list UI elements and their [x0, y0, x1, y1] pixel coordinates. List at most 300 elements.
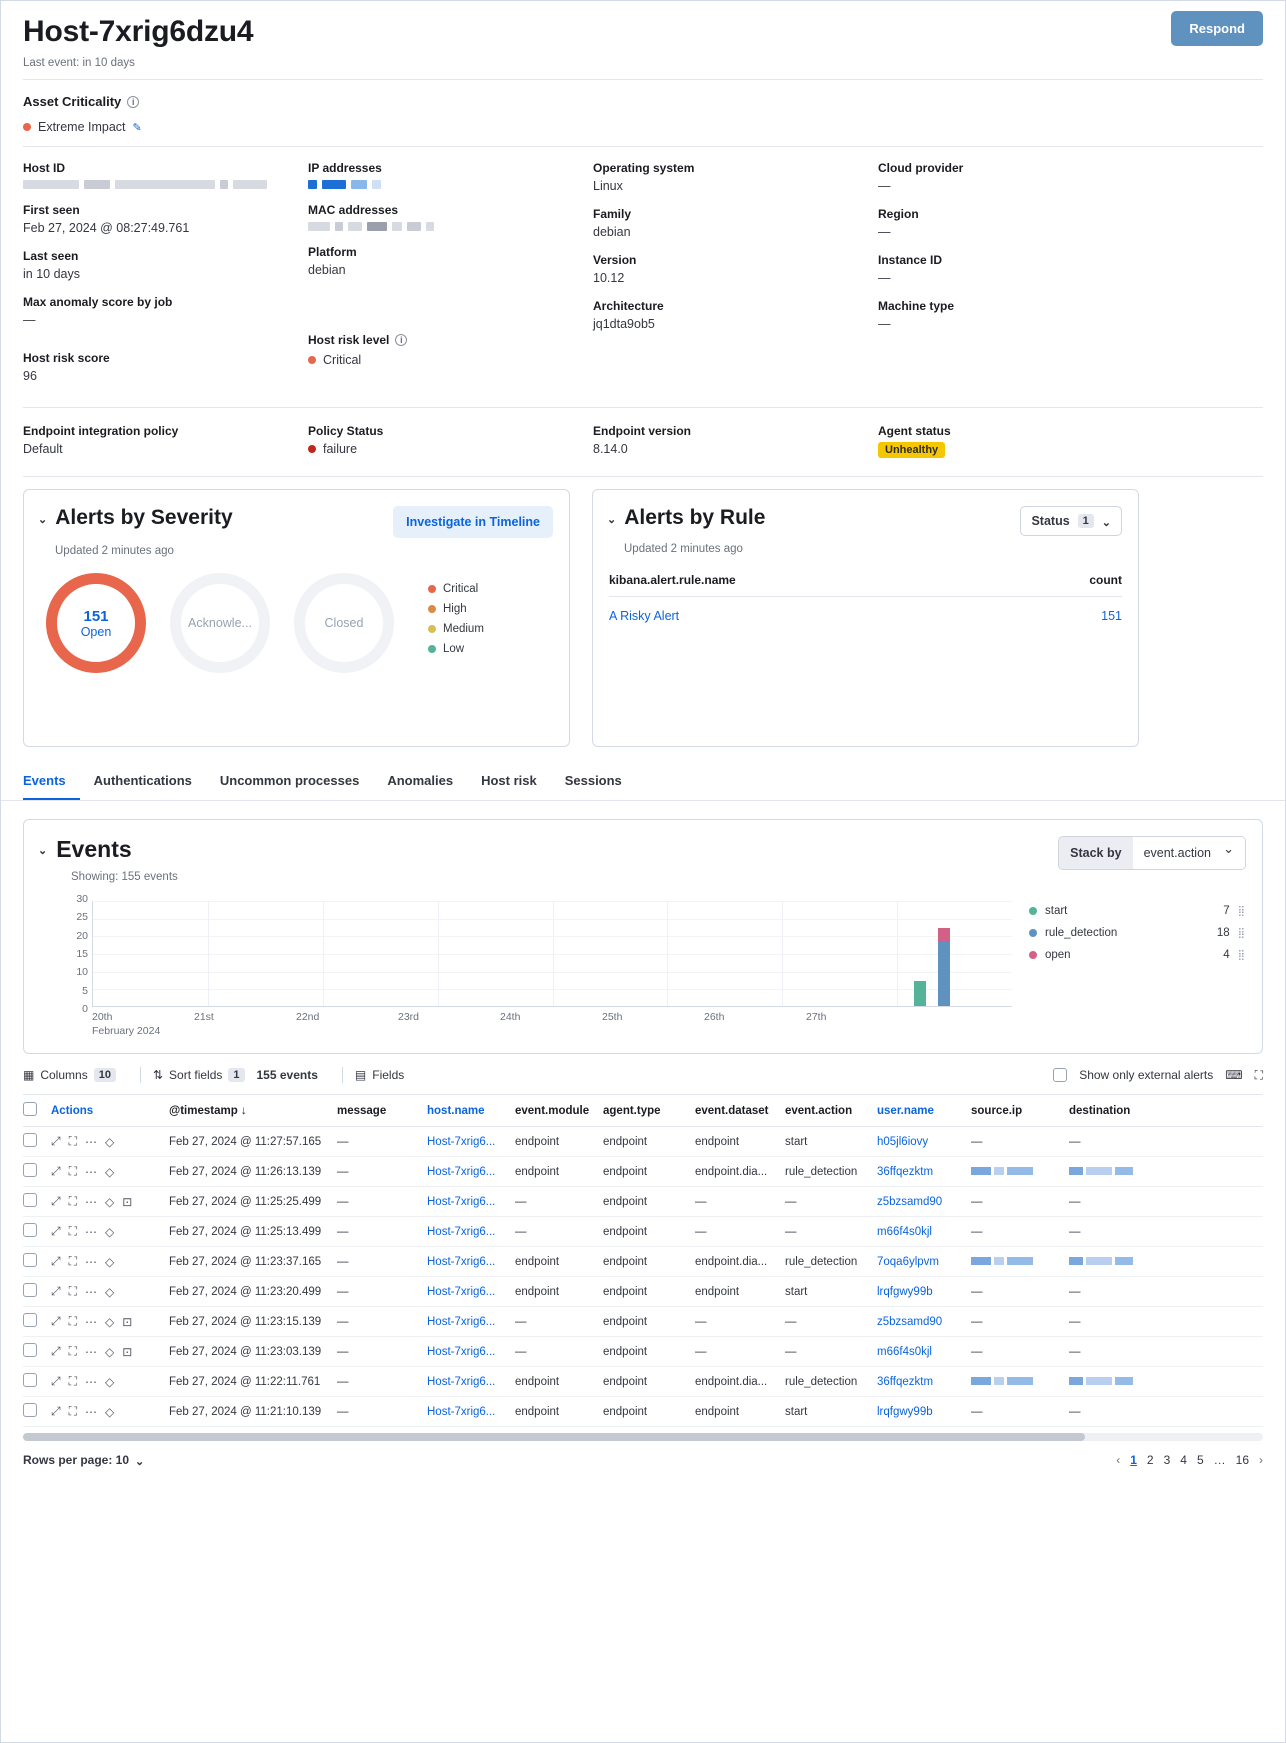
cell-message: —	[337, 1165, 349, 1178]
column-header-count: count	[1089, 573, 1122, 587]
table-row[interactable]	[609, 597, 1122, 623]
row-checkbox-cell	[23, 1343, 51, 1360]
row-checkbox[interactable]	[23, 1283, 37, 1297]
cell-host-name[interactable]: Host-7xrig6...	[427, 1225, 496, 1238]
tab-anomalies[interactable]: Anomalies	[387, 773, 454, 788]
table-row[interactable]	[23, 1367, 1263, 1397]
table-row[interactable]	[23, 1277, 1263, 1307]
column-header-agent-type[interactable]: agent.type	[603, 1104, 661, 1117]
field-value-row	[308, 442, 593, 456]
cell-source-ip	[971, 1166, 1069, 1178]
field-label: First seen	[23, 203, 80, 217]
donut-open-value: 151	[83, 607, 109, 625]
status-filter-label: Status	[1031, 514, 1070, 528]
more-actions-icon[interactable]: ⋯	[85, 1374, 98, 1389]
table-row[interactable]	[23, 1217, 1263, 1247]
legend-item-rule-detection[interactable]: rule_detection 18 ⣿	[1029, 927, 1244, 939]
cell-destination: —	[1069, 1195, 1081, 1208]
field-first-seen	[23, 203, 308, 235]
cell-message: —	[337, 1405, 349, 1418]
fields-column-1	[23, 161, 308, 397]
cell-host-name[interactable]: Host-7xrig6...	[427, 1165, 496, 1178]
cell-timestamp: Feb 27, 2024 @ 11:23:03.139	[169, 1345, 322, 1358]
status-dot-icon	[308, 445, 316, 453]
bar-start	[914, 981, 926, 1006]
more-actions-icon[interactable]: ⋯	[85, 1134, 98, 1149]
y-axis: 30 25 20 15 10 5 0	[76, 893, 88, 1015]
row-checkbox[interactable]	[23, 1133, 37, 1147]
page-header	[1, 1, 1285, 79]
cell-host-name[interactable]: Host-7xrig6...	[427, 1345, 496, 1358]
cell-message: —	[337, 1315, 349, 1328]
cell-user-name[interactable]: m66f4s0kjl	[877, 1345, 932, 1358]
cell-destination: —	[1069, 1345, 1081, 1358]
cell-event-dataset: —	[695, 1225, 707, 1238]
table-body	[23, 1127, 1263, 1427]
session-viewer-icon[interactable]: ◇	[105, 1404, 115, 1419]
column-header-event-module[interactable]: event.module	[515, 1104, 590, 1117]
expand-icon[interactable]: ⤢	[51, 1254, 61, 1268]
field-label: IP addresses	[308, 161, 382, 175]
cell-event-dataset: endpoint	[695, 1405, 740, 1418]
field-last-seen	[23, 249, 308, 281]
cell-event-dataset: endpoint	[695, 1135, 740, 1148]
field-value: —	[23, 313, 36, 327]
legend-dot-icon	[1029, 951, 1037, 959]
tab-bar	[1, 747, 1285, 801]
cell-host-name[interactable]: Host-7xrig6...	[427, 1135, 496, 1148]
field-value: failure	[323, 442, 358, 456]
cell-host-name[interactable]: Host-7xrig6...	[427, 1315, 496, 1328]
cell-event-module: endpoint	[515, 1135, 560, 1148]
status-filter-button[interactable]	[1020, 506, 1122, 536]
cell-message: —	[337, 1255, 349, 1268]
analyze-event-icon[interactable]: ⛶	[68, 1344, 78, 1358]
analyze-event-icon[interactable]: ⛶	[68, 1284, 78, 1298]
cell-destination: —	[1069, 1315, 1081, 1328]
endpoint-fields-grid	[1, 408, 1285, 476]
session-viewer-icon[interactable]: ◇	[105, 1344, 115, 1359]
field-label: Platform	[308, 245, 357, 259]
field-label: Family	[593, 207, 632, 221]
page-title: Host-7xrig6dzu4	[23, 15, 254, 48]
column-header-event-dataset[interactable]: event.dataset	[695, 1104, 769, 1117]
row-checkbox-cell	[23, 1133, 51, 1150]
expand-icon[interactable]: ⤢	[51, 1224, 61, 1238]
field-value: jq1dta9ob5	[593, 317, 655, 331]
row-checkbox-cell	[23, 1403, 51, 1420]
table-toolbar	[1, 1054, 1285, 1094]
analyze-event-icon[interactable]: ⛶	[68, 1194, 78, 1208]
cell-user-name[interactable]: m66f4s0kjl	[877, 1225, 932, 1238]
previous-page-button[interactable]: ‹	[1116, 1453, 1121, 1467]
info-icon[interactable]: i	[127, 96, 139, 108]
x-axis-labels: 20th 21st 22nd 23rd 24th 25th 26th 27th February 2024	[92, 1011, 827, 1037]
events-histogram	[24, 883, 1262, 1037]
severity-dot-icon	[308, 356, 316, 364]
row-checkbox-cell	[23, 1253, 51, 1270]
row-checkbox[interactable]	[23, 1223, 37, 1237]
horizontal-scrollbar[interactable]	[23, 1433, 1263, 1441]
field-region	[878, 207, 1263, 239]
more-actions-icon[interactable]: ⋯	[85, 1404, 98, 1419]
alert-details-icon[interactable]: ⊡	[122, 1344, 133, 1359]
table-row[interactable]	[23, 1397, 1263, 1427]
field-endpoint-version	[593, 424, 878, 458]
more-actions-icon[interactable]: ⋯	[85, 1254, 98, 1269]
field-label: Region	[878, 207, 919, 221]
alerts-by-severity-card	[23, 489, 570, 747]
chevron-down-icon[interactable]: ⌄	[38, 513, 48, 526]
column-header-timestamp[interactable]: @timestamp ↓	[169, 1104, 247, 1117]
row-actions	[51, 1344, 169, 1359]
field-value: 10.12	[593, 271, 625, 285]
scrollbar-thumb[interactable]	[23, 1433, 1085, 1441]
cell-event-action: start	[785, 1135, 808, 1148]
cell-source-ip: —	[971, 1345, 983, 1358]
table-row[interactable]	[23, 1157, 1263, 1187]
field-value: 96	[23, 369, 37, 383]
columns-icon: ▦	[23, 1068, 35, 1082]
cell-user-name[interactable]: z5bzsamd90	[877, 1195, 943, 1208]
cell-source-ip: —	[971, 1135, 983, 1148]
donut-open-label: Open	[80, 624, 112, 639]
column-header-event-action[interactable]: event.action	[785, 1104, 853, 1117]
field-platform	[308, 245, 593, 277]
row-actions	[51, 1224, 169, 1239]
field-max-anomaly-score	[23, 295, 308, 327]
donut-open[interactable]	[46, 573, 146, 673]
expand-icon[interactable]: ⤢	[51, 1344, 61, 1358]
cell-host-name[interactable]: Host-7xrig6...	[427, 1195, 496, 1208]
session-viewer-icon[interactable]: ◇	[105, 1194, 115, 1209]
columns-button[interactable]: ▦ Columns 10	[23, 1064, 128, 1086]
field-label: Operating system	[593, 161, 695, 175]
bar-rule-detection	[938, 942, 950, 1006]
legend-item-medium: Medium	[428, 623, 484, 635]
row-checkbox-cell	[23, 1193, 51, 1210]
alert-details-icon[interactable]: ⊡	[122, 1194, 133, 1209]
donut-closed[interactable]	[294, 573, 394, 673]
bar-open	[938, 928, 950, 942]
cell-timestamp: Feb 27, 2024 @ 11:25:25.499	[169, 1195, 322, 1208]
more-actions-icon[interactable]: ⋯	[85, 1344, 98, 1359]
field-version	[593, 253, 878, 285]
cell-destination: —	[1069, 1225, 1081, 1238]
cell-agent-type: endpoint	[603, 1195, 648, 1208]
cell-source-ip	[971, 1376, 1069, 1388]
events-count-label: 155 events	[256, 1068, 318, 1082]
asset-criticality-section	[1, 80, 1285, 146]
field-label: Max anomaly score by job	[23, 295, 173, 309]
cell-event-module: endpoint	[515, 1375, 560, 1388]
cell-event-module: —	[515, 1345, 527, 1358]
severity-legend	[428, 583, 484, 663]
field-label: MAC addresses	[308, 203, 399, 217]
cell-host-name[interactable]: Host-7xrig6...	[427, 1405, 496, 1418]
field-operating-system	[593, 161, 878, 193]
session-viewer-icon[interactable]: ◇	[105, 1224, 115, 1239]
asset-criticality-heading	[23, 94, 1263, 109]
severity-donuts	[24, 557, 569, 673]
tab-sessions[interactable]: Sessions	[564, 773, 622, 788]
card-title-text: Alerts by Rule	[624, 506, 766, 529]
table-row[interactable]	[23, 1307, 1263, 1337]
row-actions	[51, 1254, 169, 1269]
legend-item-start[interactable]: start 7 ⣿	[1029, 905, 1244, 917]
cell-user-name[interactable]: 7oqa6ylpvm	[877, 1255, 940, 1268]
cell-user-name[interactable]: 36ffqezktm	[877, 1375, 934, 1388]
cell-destination: —	[1069, 1135, 1081, 1148]
row-checkbox[interactable]	[23, 1343, 37, 1357]
row-checkbox[interactable]	[23, 1193, 37, 1207]
keyboard-shortcuts-icon[interactable]: ⌨	[1225, 1068, 1243, 1082]
field-label: Agent status	[878, 424, 951, 438]
cell-event-module: —	[515, 1225, 527, 1238]
expand-icon[interactable]: ⤢	[51, 1194, 61, 1208]
session-viewer-icon[interactable]: ◇	[105, 1134, 115, 1149]
analyze-event-icon[interactable]: ⛶	[68, 1314, 78, 1328]
alerts-by-rule-table	[593, 555, 1138, 623]
cell-event-dataset: endpoint.dia...	[695, 1255, 768, 1268]
field-host-risk-level	[308, 333, 593, 367]
fields-button[interactable]: ▤ Fields	[354, 1068, 405, 1082]
status-filter-count: 1	[1078, 514, 1094, 528]
investigate-in-timeline-button[interactable]: Investigate in Timeline	[393, 506, 553, 538]
cell-user-name[interactable]: h05jl6iovy	[877, 1135, 929, 1148]
external-alerts-label: Show only external alerts	[1079, 1068, 1214, 1082]
pencil-icon[interactable]: ✎	[132, 121, 142, 134]
events-showing-text: Showing: 155 events	[71, 871, 178, 883]
cell-message: —	[337, 1345, 349, 1358]
rows-per-page-button[interactable]: Rows per page: 10 ⌄	[23, 1453, 145, 1468]
rule-name-link[interactable]: A Risky Alert	[609, 609, 680, 623]
column-header-user-name[interactable]: user.name	[877, 1104, 934, 1117]
cell-event-module: endpoint	[515, 1405, 560, 1418]
asset-criticality-value: Extreme Impact	[38, 120, 126, 134]
field-label: Endpoint version	[593, 424, 692, 438]
cell-timestamp: Feb 27, 2024 @ 11:23:20.499	[169, 1285, 322, 1298]
cell-agent-type: endpoint	[603, 1285, 648, 1298]
info-icon[interactable]: i	[395, 334, 407, 346]
row-checkbox[interactable]	[23, 1163, 37, 1177]
card-header	[593, 490, 1138, 536]
card-title-text: Alerts by Severity	[55, 506, 233, 529]
row-checkbox-cell	[23, 1163, 51, 1180]
field-value: —	[878, 317, 891, 331]
cell-destination	[1069, 1376, 1149, 1388]
field-ip-addresses	[308, 161, 593, 189]
fields-column-4	[878, 161, 1263, 397]
chevron-down-icon[interactable]: ⌄	[38, 845, 48, 857]
cell-timestamp: Feb 27, 2024 @ 11:21:10.139	[169, 1405, 322, 1418]
field-value-row	[308, 353, 593, 367]
table-row[interactable]	[23, 1337, 1263, 1367]
cell-message: —	[337, 1135, 349, 1148]
row-checkbox-cell	[23, 1313, 51, 1330]
field-label: Endpoint integration policy	[23, 424, 179, 438]
cell-event-action: —	[785, 1225, 797, 1238]
column-header-source-ip[interactable]: source.ip	[971, 1104, 1023, 1117]
expand-icon[interactable]: ⤢	[51, 1374, 61, 1388]
stack-by-value[interactable]: event.action ⌄	[1133, 837, 1245, 869]
respond-button[interactable]: Respond	[1171, 11, 1263, 46]
select-all-checkbox[interactable]	[23, 1102, 37, 1116]
row-checkbox[interactable]	[23, 1313, 37, 1327]
tab-authentications[interactable]: Authentications	[93, 773, 192, 788]
card-header	[24, 490, 569, 538]
table-row[interactable]	[23, 1187, 1263, 1217]
sort-fields-button[interactable]: ⇅ Sort fields 1	[153, 1064, 257, 1086]
row-checkbox[interactable]	[23, 1253, 37, 1267]
chevron-down-icon[interactable]: ⌄	[607, 513, 617, 526]
column-header-host-name[interactable]: host.name	[427, 1104, 485, 1117]
cell-destination: —	[1069, 1285, 1081, 1298]
session-viewer-icon[interactable]: ◇	[105, 1164, 115, 1179]
session-viewer-icon[interactable]: ◇	[105, 1314, 115, 1329]
analyze-event-icon[interactable]: ⛶	[68, 1134, 78, 1148]
field-mac-addresses	[308, 203, 593, 231]
cell-event-action: start	[785, 1405, 808, 1418]
column-header-message[interactable]: message	[337, 1104, 387, 1117]
events-title-block	[38, 836, 178, 883]
row-checkbox-cell	[23, 1373, 51, 1390]
session-viewer-icon[interactable]: ◇	[105, 1374, 115, 1389]
cell-event-dataset: endpoint.dia...	[695, 1165, 768, 1178]
page-1-button[interactable]: 1	[1130, 1453, 1137, 1467]
page-2-button[interactable]: 2	[1146, 1453, 1154, 1467]
cell-event-dataset: —	[695, 1195, 707, 1208]
stack-by-control[interactable]	[1058, 836, 1246, 870]
page-5-button[interactable]: 5	[1196, 1453, 1204, 1467]
field-value: —	[878, 225, 891, 239]
redacted-value	[308, 179, 593, 189]
page-3-button[interactable]: 3	[1163, 1453, 1171, 1467]
analyze-event-icon[interactable]: ⛶	[68, 1224, 78, 1238]
row-actions	[51, 1164, 169, 1179]
row-checkbox[interactable]	[23, 1403, 37, 1417]
cell-event-action: —	[785, 1315, 797, 1328]
column-header-destination[interactable]: destination	[1069, 1104, 1131, 1117]
cell-source-ip	[971, 1256, 1069, 1268]
analyze-event-icon[interactable]: ⛶	[68, 1404, 78, 1418]
table-footer	[1, 1441, 1285, 1467]
cell-agent-type: endpoint	[603, 1315, 648, 1328]
events-card-header	[24, 820, 1262, 883]
cell-timestamp: Feb 27, 2024 @ 11:26:13.139	[169, 1165, 322, 1178]
field-label: Policy Status	[308, 424, 384, 438]
cell-agent-type: endpoint	[603, 1135, 648, 1148]
next-page-button[interactable]: ›	[1259, 1453, 1263, 1467]
events-table	[23, 1094, 1263, 1427]
cell-user-name[interactable]: lrqfgwy99b	[877, 1285, 933, 1298]
cell-source-ip: —	[971, 1285, 983, 1298]
cell-host-name[interactable]: Host-7xrig6...	[427, 1375, 496, 1388]
drag-handle-icon[interactable]: ⣿	[1237, 949, 1244, 961]
more-actions-icon[interactable]: ⋯	[85, 1314, 98, 1329]
rule-count-link[interactable]: 151	[1101, 609, 1122, 623]
cell-source-ip: —	[971, 1405, 983, 1418]
events-title-row	[38, 836, 178, 863]
alerts-by-rule-title-row	[607, 506, 765, 530]
cell-user-name[interactable]: lrqfgwy99b	[877, 1405, 933, 1418]
cell-host-name[interactable]: Host-7xrig6...	[427, 1255, 496, 1268]
row-actions	[51, 1134, 169, 1149]
analyze-event-icon[interactable]: ⛶	[68, 1254, 78, 1268]
fields-column-2	[308, 161, 593, 397]
cell-user-name[interactable]: z5bzsamd90	[877, 1315, 943, 1328]
fullscreen-icon[interactable]: ⛶	[1254, 1067, 1263, 1082]
cell-host-name[interactable]: Host-7xrig6...	[427, 1285, 496, 1298]
cell-event-module: endpoint	[515, 1285, 560, 1298]
analyze-event-icon[interactable]: ⛶	[68, 1164, 78, 1178]
fields-column-3	[593, 161, 878, 397]
cell-agent-type: endpoint	[603, 1375, 648, 1388]
field-value: Critical	[323, 353, 362, 367]
expand-icon[interactable]: ⤢	[51, 1404, 61, 1418]
alerts-by-severity-title-row	[38, 506, 233, 530]
expand-icon[interactable]: ⤢	[51, 1284, 61, 1298]
tab-uncommon-processes[interactable]: Uncommon processes	[219, 773, 360, 788]
stack-by-label: Stack by	[1059, 837, 1132, 869]
session-viewer-icon[interactable]: ◇	[105, 1284, 115, 1299]
cell-source-ip: —	[971, 1195, 983, 1208]
expand-icon[interactable]: ⤢	[51, 1314, 61, 1328]
legend-item-open[interactable]: open 4 ⣿	[1029, 949, 1244, 961]
analyze-event-icon[interactable]: ⛶	[68, 1374, 78, 1388]
chevron-down-icon: ⌄	[135, 1455, 145, 1468]
row-actions	[51, 1404, 169, 1419]
field-architecture	[593, 299, 878, 331]
expand-icon[interactable]: ⤢	[51, 1134, 61, 1148]
page-16-button[interactable]: 16	[1235, 1453, 1249, 1467]
cell-event-action: —	[785, 1195, 797, 1208]
column-header-rule-name: kibana.alert.rule.name	[609, 573, 736, 587]
status-badge: Unhealthy	[878, 442, 945, 458]
tab-events[interactable]: Events	[23, 767, 80, 800]
session-viewer-icon[interactable]: ◇	[105, 1254, 115, 1269]
field-label: Cloud provider	[878, 161, 964, 175]
plot-area	[92, 901, 1012, 1007]
legend-item-high: High	[428, 603, 484, 615]
row-checkbox[interactable]	[23, 1373, 37, 1387]
field-value: debian	[308, 263, 346, 277]
field-label: Host risk level	[308, 333, 390, 347]
more-actions-icon[interactable]: ⋯	[85, 1194, 98, 1209]
more-actions-icon[interactable]: ⋯	[85, 1284, 98, 1299]
drag-handle-icon[interactable]: ⣿	[1237, 927, 1244, 939]
expand-icon[interactable]: ⤢	[51, 1164, 61, 1178]
pagination	[1116, 1453, 1263, 1467]
alert-details-icon[interactable]: ⊡	[122, 1314, 133, 1329]
cell-event-module: —	[515, 1315, 527, 1328]
cell-event-module: endpoint	[515, 1255, 560, 1268]
legend-item-critical: Critical	[428, 583, 484, 595]
more-actions-icon[interactable]: ⋯	[85, 1164, 98, 1179]
external-alerts-checkbox[interactable]	[1053, 1068, 1067, 1082]
drag-handle-icon[interactable]: ⣿	[1237, 905, 1244, 917]
field-label: Host ID	[23, 161, 65, 175]
cell-agent-type: endpoint	[603, 1165, 648, 1178]
donut-acknowledged[interactable]	[170, 573, 270, 673]
more-actions-icon[interactable]: ⋯	[85, 1224, 98, 1239]
page-4-button[interactable]: 4	[1180, 1453, 1187, 1467]
tab-host-risk[interactable]: Host risk	[481, 773, 537, 788]
chart-legend	[1029, 905, 1244, 971]
table-row[interactable]	[23, 1127, 1263, 1157]
table-row[interactable]	[23, 1247, 1263, 1277]
cell-user-name[interactable]: 36ffqezktm	[877, 1165, 934, 1178]
